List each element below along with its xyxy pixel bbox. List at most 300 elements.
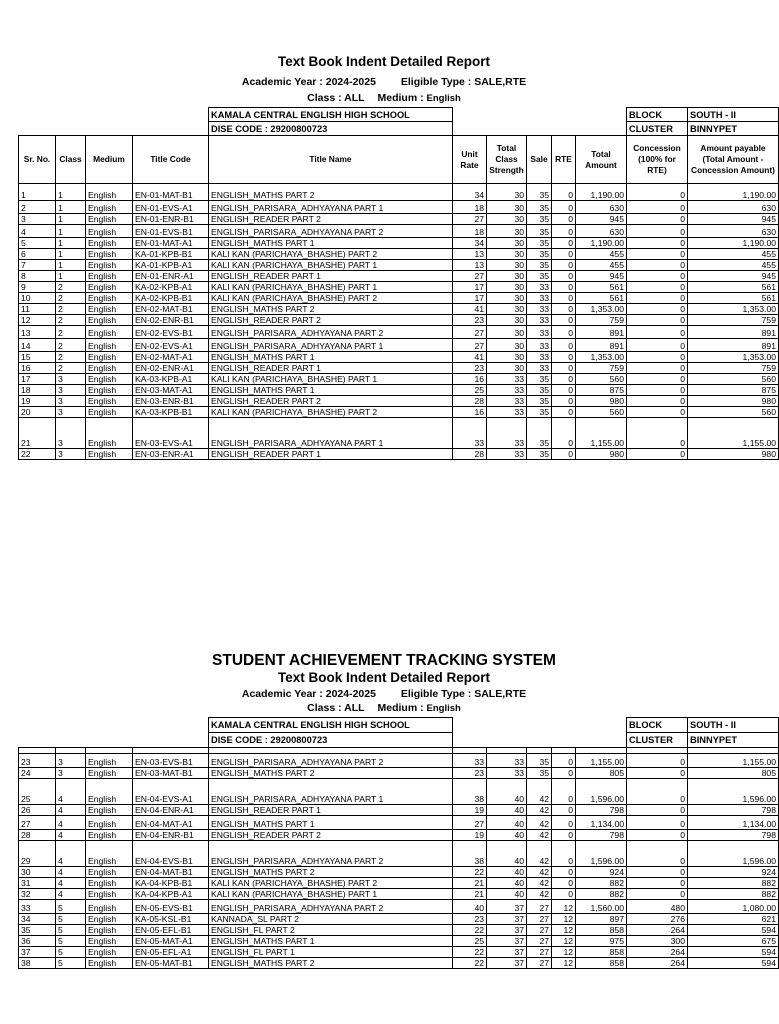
cell-rte: 0: [552, 271, 576, 282]
cell-medium: English: [86, 315, 133, 326]
cell-sale: 42: [527, 779, 552, 805]
academic-year-value: 2024-2025: [325, 76, 376, 88]
table-row: [19, 878, 779, 889]
cell-title-code: EN-01-ENR-A1: [133, 271, 209, 282]
cell-concession: 264: [627, 925, 688, 936]
cell-amount-payable: 759: [688, 363, 779, 374]
cell-concession: 0: [627, 878, 688, 889]
cell-rte: 12: [552, 925, 576, 936]
academic-year-line-2: [0, 688, 768, 700]
cell-rte: 0: [552, 225, 576, 238]
cell-amount-payable: 924: [688, 867, 779, 878]
cell-class-strength: 30: [487, 363, 527, 374]
cell-sale: 35: [527, 374, 552, 385]
cell-title-code: EN-01-EVS-B1: [133, 225, 209, 238]
cell-unit-rate: 33: [453, 754, 487, 768]
table-row: [19, 830, 779, 841]
cell-concession: 0: [627, 867, 688, 878]
cell-sr-no: 9: [19, 282, 56, 293]
cell-total-amount: 560: [576, 407, 627, 418]
table-row: [19, 889, 779, 900]
cell-title-code: EN-04-MAT-B1: [133, 867, 209, 878]
cell-total-amount: 1,560.00: [576, 900, 627, 914]
cell-title-code: KA-03-KPB-B1: [133, 407, 209, 418]
cell-title-code: EN-05-MAT-A1: [133, 936, 209, 947]
cell-title-code: EN-04-MAT-A1: [133, 816, 209, 830]
cell-title-name: ENGLISH_READER PART 2: [209, 315, 453, 326]
cell-concession: 0: [627, 304, 688, 315]
cell-title-name: ENGLISH_MATHS PART 1: [209, 238, 453, 249]
academic-year-label: Academic Year :: [241, 76, 323, 88]
cell-title-name: ENGLISH_PARISARA_ADHYAYANA PART 2: [209, 841, 453, 867]
cell-sale: 27: [527, 900, 552, 914]
cell-class-strength: 30: [487, 260, 527, 271]
cell-concession: 0: [627, 754, 688, 768]
table-row: [19, 805, 779, 816]
table-row: [19, 214, 779, 225]
cell-class-strength: 33: [487, 418, 527, 449]
cell-total-amount: 805: [576, 768, 627, 779]
cell-medium: English: [86, 947, 133, 958]
cell-sale: 35: [527, 407, 552, 418]
cell-amount-payable: 805: [688, 768, 779, 779]
cell-class-strength: 30: [487, 315, 527, 326]
cell-total-amount: 455: [576, 260, 627, 271]
cell-class: 3: [56, 754, 86, 768]
cell-class: 5: [56, 900, 86, 914]
cell-class: 3: [56, 449, 86, 460]
table-row: [19, 841, 779, 867]
cell-total-amount: 858: [576, 947, 627, 958]
cell-sr-no: 23: [19, 754, 56, 768]
cell-total-amount: 875: [576, 385, 627, 396]
cell-title-name: ENGLISH_READER PART 1: [209, 449, 453, 460]
cell-class: 2: [56, 315, 86, 326]
cell-title-code: EN-04-ENR-B1: [133, 830, 209, 841]
cell-class: 2: [56, 326, 86, 339]
eligible-type-value: SALE,RTE: [474, 688, 527, 700]
cell-sale: 35: [527, 214, 552, 225]
cell-class: 1: [56, 260, 86, 271]
cell-class: 5: [56, 914, 86, 925]
cell-unit-rate: 17: [453, 293, 487, 304]
cell-concession: 0: [627, 363, 688, 374]
table-row: [19, 754, 779, 768]
cell-rte: 0: [552, 260, 576, 271]
cell-concession: 0: [627, 768, 688, 779]
cell-concession: 0: [627, 249, 688, 260]
cell-unit-rate: 19: [453, 830, 487, 841]
cell-class-strength: 40: [487, 867, 527, 878]
cell-sr-no: 11: [19, 304, 56, 315]
cell-rte: 0: [552, 214, 576, 225]
cell-total-amount: 891: [576, 326, 627, 339]
cell-title-name: ENGLISH_PARISARA_ADHYAYANA PART 2: [209, 326, 453, 339]
cell-class: 2: [56, 282, 86, 293]
cell-medium: English: [86, 201, 133, 214]
cell-sale: 27: [527, 958, 552, 969]
table-row: [19, 363, 779, 374]
cell-total-amount: 630: [576, 201, 627, 214]
table-row: [19, 958, 779, 969]
table-row: [19, 339, 779, 352]
cell-class-strength: 37: [487, 914, 527, 925]
cell-class: 4: [56, 816, 86, 830]
cell-rte: 0: [552, 249, 576, 260]
cell-class-strength: 33: [487, 768, 527, 779]
cell-sr-no: 18: [19, 385, 56, 396]
cell-sr-no: 8: [19, 271, 56, 282]
cell-rte: 0: [552, 304, 576, 315]
cell-sale: 35: [527, 238, 552, 249]
cell-sale: 42: [527, 841, 552, 867]
cell-medium: English: [86, 958, 133, 969]
class-value: ALL: [344, 92, 365, 104]
cell-title-code: EN-05-MAT-B1: [133, 958, 209, 969]
col-medium: Medium: [86, 136, 133, 184]
cell-medium: English: [86, 925, 133, 936]
cell-rte: 0: [552, 805, 576, 816]
cell-class: 1: [56, 184, 86, 201]
cell-class: 1: [56, 225, 86, 238]
cell-rte: 0: [552, 363, 576, 374]
cell-total-amount: 924: [576, 867, 627, 878]
cell-class-strength: 40: [487, 816, 527, 830]
cell-unit-rate: 18: [453, 225, 487, 238]
cell-medium: English: [86, 878, 133, 889]
cell-sr-no: 6: [19, 249, 56, 260]
cell-class: 3: [56, 374, 86, 385]
cell-amount-payable: 455: [688, 260, 779, 271]
school-name: KAMALA CENTRAL ENGLISH HIGH SCHOOL: [209, 108, 453, 122]
cell-class: 2: [56, 304, 86, 315]
cell-unit-rate: 25: [453, 936, 487, 947]
table-row: [19, 293, 779, 304]
cell-sale: 42: [527, 816, 552, 830]
cell-amount-payable: 798: [688, 805, 779, 816]
cell-concession: 0: [627, 779, 688, 805]
cell-title-name: KALI KAN (PARICHAYA_BHASHE) PART 1: [209, 260, 453, 271]
cluster-value: BINNYPET: [688, 733, 779, 748]
cell-total-amount: 980: [576, 449, 627, 460]
medium-label: Medium :: [377, 92, 424, 104]
cell-concession: 0: [627, 271, 688, 282]
cell-class-strength: 40: [487, 779, 527, 805]
cell-title-code: KA-05-KSL-B1: [133, 914, 209, 925]
cell-title-code: EN-03-MAT-B1: [133, 768, 209, 779]
col-class: Class: [56, 136, 86, 184]
cell-class-strength: 30: [487, 282, 527, 293]
cell-class: 4: [56, 805, 86, 816]
cell-title-code: EN-05-EFL-A1: [133, 947, 209, 958]
cell-amount-payable: 1,190.00: [688, 238, 779, 249]
dise-code: DISE CODE : 29200800723: [209, 122, 453, 136]
cell-unit-rate: 19: [453, 805, 487, 816]
cell-class: 5: [56, 936, 86, 947]
cell-concession: 0: [627, 418, 688, 449]
cell-total-amount: 561: [576, 293, 627, 304]
cell-medium: English: [86, 225, 133, 238]
cell-title-code: EN-03-MAT-A1: [133, 385, 209, 396]
cell-unit-rate: 22: [453, 867, 487, 878]
cell-unit-rate: 16: [453, 374, 487, 385]
cell-title-code: EN-04-EVS-A1: [133, 779, 209, 805]
cell-concession: 480: [627, 900, 688, 914]
cell-sale: 35: [527, 385, 552, 396]
cell-sr-no: 38: [19, 958, 56, 969]
cell-title-name: ENGLISH_PARISARA_ADHYAYANA PART 2: [209, 754, 453, 768]
cell-sr-no: 36: [19, 936, 56, 947]
cell-rte: 0: [552, 326, 576, 339]
col-total-class-strength: Total Class Strength: [487, 136, 527, 184]
cell-title-name: ENGLISH_READER PART 2: [209, 214, 453, 225]
cell-sr-no: 17: [19, 374, 56, 385]
cell-total-amount: 1,155.00: [576, 418, 627, 449]
cell-class-strength: 30: [487, 326, 527, 339]
cell-title-name: ENGLISH_MATHS PART 2: [209, 768, 453, 779]
cell-amount-payable: 675: [688, 936, 779, 947]
cell-unit-rate: 25: [453, 385, 487, 396]
cell-rte: 12: [552, 914, 576, 925]
cell-sale: 35: [527, 396, 552, 407]
cell-rte: 0: [552, 449, 576, 460]
cell-sale: 33: [527, 293, 552, 304]
cell-concession: 0: [627, 282, 688, 293]
cell-medium: English: [86, 352, 133, 363]
block-value: SOUTH - II: [688, 108, 779, 122]
cell-unit-rate: 38: [453, 779, 487, 805]
cell-concession: 0: [627, 260, 688, 271]
cell-total-amount: 858: [576, 925, 627, 936]
cell-sale: 27: [527, 936, 552, 947]
cell-sale: 33: [527, 315, 552, 326]
col-total-amount: Total Amount: [576, 136, 627, 184]
cell-total-amount: 798: [576, 805, 627, 816]
cell-rte: 0: [552, 841, 576, 867]
cell-class-strength: 30: [487, 238, 527, 249]
cell-title-code: EN-03-EVS-B1: [133, 754, 209, 768]
cell-medium: English: [86, 841, 133, 867]
table-row: [19, 816, 779, 830]
cell-concession: 0: [627, 214, 688, 225]
cell-title-name: KALI KAN (PARICHAYA_BHASHE) PART 2: [209, 878, 453, 889]
academic-year-label: Academic Year :: [241, 688, 323, 700]
cell-sr-no: 29: [19, 841, 56, 867]
cell-class-strength: 33: [487, 449, 527, 460]
cell-class-strength: 30: [487, 271, 527, 282]
cell-medium: English: [86, 779, 133, 805]
cell-class: 1: [56, 238, 86, 249]
cell-sale: 42: [527, 805, 552, 816]
cell-class-strength: 37: [487, 900, 527, 914]
cell-class: 5: [56, 958, 86, 969]
cell-unit-rate: 28: [453, 396, 487, 407]
cell-class-strength: 33: [487, 385, 527, 396]
cell-unit-rate: 17: [453, 282, 487, 293]
cell-sale: 35: [527, 768, 552, 779]
academic-year-line-1: [0, 76, 768, 88]
cell-rte: 0: [552, 339, 576, 352]
cell-amount-payable: 630: [688, 201, 779, 214]
cell-concession: 0: [627, 396, 688, 407]
cell-title-name: ENGLISH_FL PART 1: [209, 947, 453, 958]
cell-amount-payable: 891: [688, 339, 779, 352]
cell-rte: 0: [552, 374, 576, 385]
cell-amount-payable: 759: [688, 315, 779, 326]
cell-total-amount: 980: [576, 396, 627, 407]
cell-title-name: KALI KAN (PARICHAYA_BHASHE) PART 1: [209, 889, 453, 900]
cell-sale: 42: [527, 830, 552, 841]
cell-rte: 0: [552, 184, 576, 201]
cell-amount-payable: 621: [688, 914, 779, 925]
cell-total-amount: 1,596.00: [576, 779, 627, 805]
cell-unit-rate: 41: [453, 304, 487, 315]
cell-sale: 33: [527, 339, 552, 352]
cell-medium: English: [86, 249, 133, 260]
cell-sr-no: 1: [19, 184, 56, 201]
col-unit-rate: Unit Rate: [453, 136, 487, 184]
cell-amount-payable: 594: [688, 958, 779, 969]
cell-class-strength: 30: [487, 214, 527, 225]
cell-class-strength: 30: [487, 339, 527, 352]
cell-medium: English: [86, 304, 133, 315]
cluster-label: CLUSTER: [627, 122, 688, 136]
cell-medium: English: [86, 867, 133, 878]
cell-total-amount: 1,190.00: [576, 184, 627, 201]
cell-sr-no: 5: [19, 238, 56, 249]
cell-medium: English: [86, 805, 133, 816]
cell-sr-no: 26: [19, 805, 56, 816]
cell-unit-rate: 34: [453, 184, 487, 201]
cell-sr-no: 10: [19, 293, 56, 304]
cell-title-name: ENGLISH_FL PART 2: [209, 925, 453, 936]
cell-concession: 0: [627, 385, 688, 396]
cell-sr-no: 16: [19, 363, 56, 374]
cell-medium: English: [86, 260, 133, 271]
cell-medium: English: [86, 339, 133, 352]
cell-title-code: EN-05-EFL-B1: [133, 925, 209, 936]
cell-class-strength: 30: [487, 352, 527, 363]
cell-concession: 264: [627, 958, 688, 969]
cell-class: 3: [56, 396, 86, 407]
cell-title-code: EN-02-EVS-B1: [133, 326, 209, 339]
cell-sr-no: 27: [19, 816, 56, 830]
cell-amount-payable: 1,596.00: [688, 841, 779, 867]
cell-class-strength: 33: [487, 407, 527, 418]
cell-class-strength: 30: [487, 249, 527, 260]
cell-title-name: ENGLISH_MATHS PART 2: [209, 958, 453, 969]
cell-amount-payable: 945: [688, 271, 779, 282]
table-row: [19, 315, 779, 326]
cell-total-amount: 798: [576, 830, 627, 841]
table-row: [19, 201, 779, 214]
cell-title-code: EN-01-MAT-B1: [133, 184, 209, 201]
cell-rte: 0: [552, 282, 576, 293]
table-row: [19, 779, 779, 805]
cell-class-strength: 30: [487, 184, 527, 201]
cell-title-name: ENGLISH_MATHS PART 1: [209, 936, 453, 947]
report-title-1: Text Book Indent Detailed Report: [277, 54, 491, 69]
cell-title-code: KA-02-KPB-B1: [133, 293, 209, 304]
cell-medium: English: [86, 326, 133, 339]
cell-sr-no: 14: [19, 339, 56, 352]
block-value: SOUTH - II: [688, 718, 779, 733]
table-row: [19, 260, 779, 271]
cell-sr-no: 24: [19, 768, 56, 779]
table-row: [19, 867, 779, 878]
cell-concession: 0: [627, 449, 688, 460]
cell-total-amount: 1,596.00: [576, 841, 627, 867]
cell-concession: 0: [627, 315, 688, 326]
cell-concession: 300: [627, 936, 688, 947]
table-row: [19, 407, 779, 418]
cell-sale: 33: [527, 363, 552, 374]
cell-unit-rate: 18: [453, 201, 487, 214]
cell-class: 2: [56, 363, 86, 374]
cell-title-code: KA-04-KPB-A1: [133, 889, 209, 900]
cell-medium: English: [86, 385, 133, 396]
cell-amount-payable: 882: [688, 878, 779, 889]
cell-sr-no: 34: [19, 914, 56, 925]
cell-rte: 12: [552, 947, 576, 958]
cell-sale: 33: [527, 326, 552, 339]
cell-sale: 35: [527, 449, 552, 460]
cell-class-strength: 30: [487, 293, 527, 304]
cell-class-strength: 40: [487, 889, 527, 900]
cell-title-name: ENGLISH_PARISARA_ADHYAYANA PART 1: [209, 339, 453, 352]
cell-title-name: KANNADA_SL PART 2: [209, 914, 453, 925]
cell-unit-rate: 41: [453, 352, 487, 363]
cell-sale: 35: [527, 201, 552, 214]
class-label: Class :: [307, 92, 342, 104]
cell-class: 4: [56, 878, 86, 889]
cell-amount-payable: 1,080.00: [688, 900, 779, 914]
cell-sale: 42: [527, 889, 552, 900]
cell-amount-payable: 1,155.00: [688, 418, 779, 449]
cell-class-strength: 37: [487, 936, 527, 947]
cell-class: 4: [56, 830, 86, 841]
cell-rte: 0: [552, 867, 576, 878]
cell-unit-rate: 16: [453, 407, 487, 418]
cell-sr-no: 35: [19, 925, 56, 936]
cell-sale: 33: [527, 304, 552, 315]
cell-title-code: KA-01-KPB-B1: [133, 249, 209, 260]
cell-class-strength: 40: [487, 830, 527, 841]
cell-total-amount: 945: [576, 214, 627, 225]
cell-title-name: ENGLISH_MATHS PART 1: [209, 385, 453, 396]
cluster-value: BINNYPET: [688, 122, 779, 136]
table-row: [19, 900, 779, 914]
cell-amount-payable: 1,155.00: [688, 754, 779, 768]
cell-medium: English: [86, 282, 133, 293]
cell-medium: English: [86, 407, 133, 418]
cell-sale: 33: [527, 282, 552, 293]
cell-rte: 12: [552, 958, 576, 969]
cell-total-amount: 1,155.00: [576, 754, 627, 768]
cell-medium: English: [86, 374, 133, 385]
cell-title-name: ENGLISH_READER PART 1: [209, 363, 453, 374]
cell-unit-rate: 27: [453, 816, 487, 830]
cell-sr-no: 33: [19, 900, 56, 914]
cell-amount-payable: 561: [688, 293, 779, 304]
cell-concession: 0: [627, 201, 688, 214]
cell-rte: 12: [552, 936, 576, 947]
cell-total-amount: 455: [576, 249, 627, 260]
class-value: ALL: [344, 702, 365, 714]
cell-title-code: EN-01-EVS-A1: [133, 201, 209, 214]
cell-title-name: ENGLISH_PARISARA_ADHYAYANA PART 1: [209, 779, 453, 805]
cell-title-name: ENGLISH_MATHS PART 1: [209, 816, 453, 830]
